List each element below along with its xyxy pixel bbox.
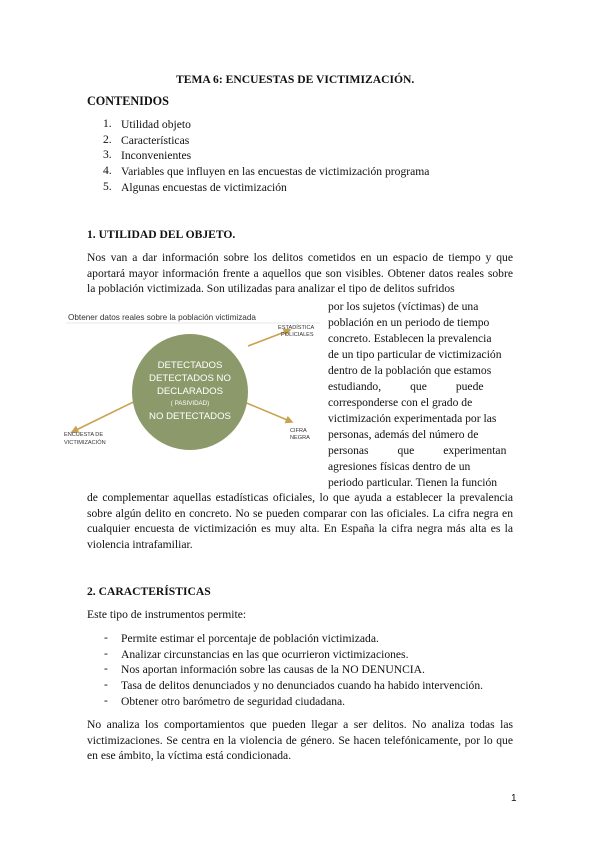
list-item: Variables que influyen en las encuestas de victimización programa [121, 165, 430, 178]
side-line: dentro de la población que estamos [328, 364, 492, 377]
list-item-number: 1. [103, 117, 112, 130]
ellipse-line-no-detectados: NO DETECTADOS [149, 411, 231, 422]
victimization-diagram [62, 308, 324, 456]
ellipse-line-detectados-no: DETECTADOS NO [149, 373, 231, 384]
list-item: Utilidad objeto [121, 118, 191, 131]
bullet-dash: - [104, 631, 108, 644]
bullet-item: Permite estimar el porcentaje de población victimizada. [121, 632, 379, 645]
side-line: estudiando, que puede [328, 380, 484, 393]
list-item-number: 4. [103, 164, 112, 177]
side-line: población en un periodo de tiempo [328, 316, 490, 329]
list-item-number: 5. [103, 180, 112, 193]
section1-paragraph-bottom: de complementar aquellas estadísticas oficiales, lo que ayuda a establecer la prevalencia sobre algún delito en concreto. No se pueden comparar con las oficiales. La cifra negra en cualquier encuesta de victimización es muy alta. En España la cifra negra más alta es la violencia intrafamiliar. [87, 491, 513, 551]
label-estadistica-line2: POLICIALES [281, 332, 314, 338]
bullet-item: Tasa de delitos denunciados y no denunciados cuando ha habido intervención. [121, 679, 484, 692]
list-item: Características [121, 134, 190, 147]
section2-heading: 2. CARACTERÍSTICAS [87, 585, 211, 598]
contenidos-heading: CONTENIDOS [87, 94, 169, 108]
diagram-caption: Obtener datos reales sobre la población victimizada [68, 313, 256, 322]
label-encuesta [64, 432, 106, 446]
label-estadistica [278, 324, 315, 338]
document-title: TEMA 6: ENCUESTAS DE VICTIMIZACIÓN. [176, 73, 415, 86]
label-cifra-line2: NEGRA [290, 435, 310, 441]
ellipse-line-declarados: DECLARADOS [156, 386, 224, 397]
bullet-item: Nos aportan información sobre las causas de la NO DENUNCIA. [121, 663, 425, 676]
label-estadistica-line1: ESTADÍSTICA [278, 325, 315, 331]
bullet-dash: - [104, 647, 108, 660]
section2-closing-paragraph: No analiza los comportamientos que pueden llegar a ser delitos. No analiza todas las victimizaciones. Se centra en la violencia de género. Se hacen telefónicamente, por lo que en ese ámbito, la víctima está condicionada. [87, 718, 513, 763]
side-line: de un tipo particular de victimización [328, 348, 502, 361]
side-line: corresponderse con el grado de [328, 396, 473, 409]
bullet-item: Obtener otro barómetro de seguridad ciudadana. [121, 695, 346, 708]
side-line: periodo particular. Tienen la función [328, 476, 498, 489]
page-number: 1 [511, 793, 517, 804]
side-line: personas que experimentan [328, 444, 507, 457]
label-cifra-line1: CIFRA [290, 428, 307, 434]
bullet-item: Analizar circunstancias en las que ocurrieron victimizaciones. [121, 648, 409, 661]
side-line: agresiones físicas dentro de un [328, 460, 471, 473]
side-line: personas, además del número de [328, 428, 479, 441]
ellipse-line-pasividad: ( PASIVIDAD) [170, 400, 210, 407]
label-cifra-negra [290, 428, 310, 441]
section1-paragraph-top: Nos van a dar información sobre los delitos cometidos en un espacio de tiempo y que aportará mayor información frente a aquellos que son visibles. Obtener datos reales sobre la población victimizada. Son utilizadas para analizar el tipo de delitos sufridos [87, 251, 513, 296]
label-encuesta-line2: VICTIMIZACIÓN [64, 440, 106, 446]
bullet-dash: - [104, 662, 108, 675]
bullet-dash: - [104, 694, 108, 707]
list-item-number: 3. [103, 148, 112, 161]
label-encuesta-line1: ENCUESTA DE [64, 432, 104, 438]
side-line: victimización experimentada por las [328, 412, 497, 425]
bullet-dash: - [104, 678, 108, 691]
list-item: Inconvenientes [121, 149, 192, 162]
list-item-number: 2. [103, 133, 112, 146]
ellipse-line-detectados: DETECTADOS [157, 360, 223, 371]
side-line: por los sujetos (víctimas) de una [328, 300, 479, 313]
section2-intro: Este tipo de instrumentos permite: [87, 608, 247, 621]
side-line: concreto. Establecen la prevalencia [328, 332, 492, 345]
section1-heading: 1. UTILIDAD DEL OBJETO. [87, 228, 236, 241]
ellipse-text [149, 360, 231, 422]
list-item: Algunas encuestas de victimización [121, 181, 287, 194]
